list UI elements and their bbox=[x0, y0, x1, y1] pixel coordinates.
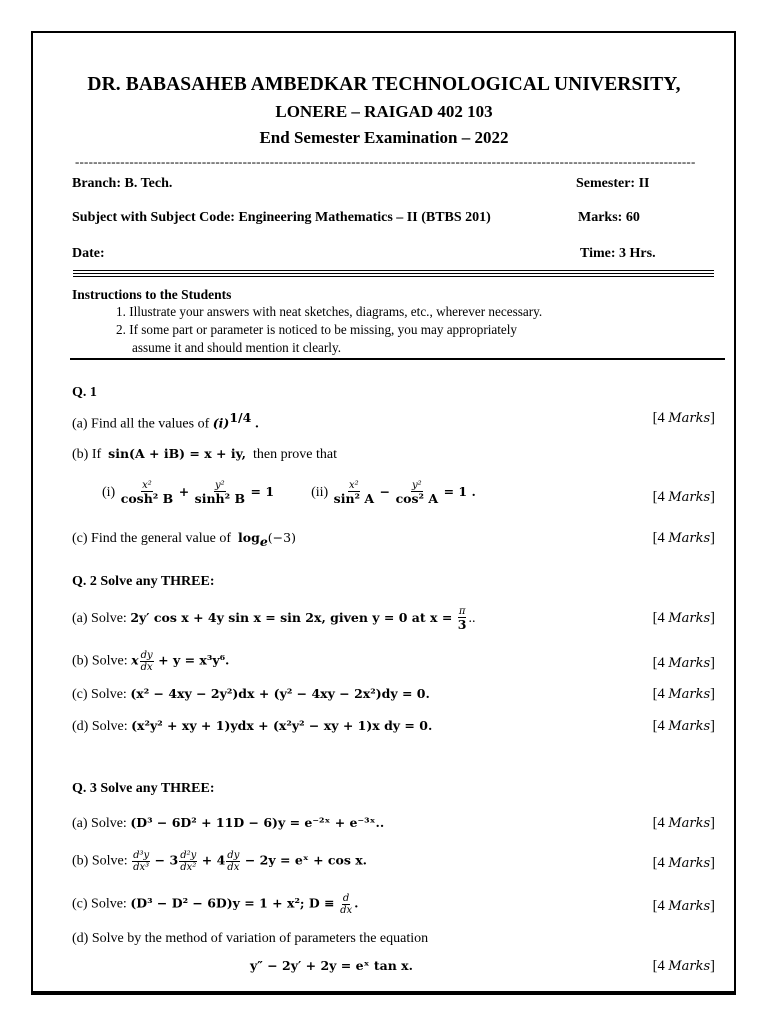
q1-b-ii-label: (ii) bbox=[311, 485, 329, 501]
q2-c bbox=[72, 686, 430, 703]
q2-a-math: 2y′ cos x + 4y sin x = sin 2x, given y = 0 at x = bbox=[130, 610, 453, 626]
q2-d-math: (x²y² + xy + 1)ydx + (x²y² − xy + 1)x dy = 0. bbox=[131, 718, 433, 733]
exam-date: Date: bbox=[72, 246, 105, 261]
q1-a-text: (a) Find all the values of bbox=[72, 416, 210, 432]
q1-b-marks: [4 Marks] bbox=[652, 489, 715, 505]
exam-time: Time: 3 Hrs. bbox=[580, 246, 656, 261]
q3-d-text: (d) Solve by the method of variation of parameters the equation bbox=[72, 931, 429, 946]
q1-c-text: (c) Find the general value of bbox=[72, 531, 231, 546]
q3-d bbox=[250, 958, 413, 975]
q1-a: (a) Find all the values of $(i)^{1/4}$ . bbox=[72, 410, 260, 432]
q1-b-math: sin(A + iB) = x + iy, bbox=[108, 446, 247, 461]
instruction-1: 1. Illustrate your answers with neat sketches, diagrams, etc., wherever necessary. bbox=[116, 304, 543, 319]
q1-c-math: log bbox=[238, 530, 260, 545]
q1-c-marks: [4 Marks] bbox=[652, 530, 715, 546]
q1-a-exp: 1/4 bbox=[229, 410, 252, 425]
q1-title: Q. 1 bbox=[72, 385, 97, 400]
q2-c-marks: [4 Marks] bbox=[652, 686, 715, 702]
q2-b-math: + y = x³y⁶. bbox=[158, 652, 230, 668]
q1-a-math: (i) bbox=[212, 415, 230, 431]
q3-a-label: (a) Solve: bbox=[72, 816, 127, 831]
dashed-separator: ----------------------------------------------------------------------------------------------------------------------------------------- bbox=[75, 154, 696, 169]
q3-c: (c) Solve: (D³ − D² − 6D)y = 1 + x²; D ≡ $\frac{d}{dx}$ . bbox=[72, 893, 359, 916]
q3-c-math: (D³ − D² − 6D)y = 1 + x²; D ≡ bbox=[130, 895, 335, 911]
q3-b-math: − 2y = eˣ + cos x. bbox=[244, 852, 368, 868]
q3-c-label: (c) Solve: bbox=[72, 896, 127, 912]
exam-title: End Semester Examination – 2022 bbox=[259, 128, 509, 147]
q1-b bbox=[72, 446, 337, 463]
q3-title: Q. 3 Solve any THREE: bbox=[72, 781, 215, 796]
q3-b-label: (b) Solve: bbox=[72, 853, 128, 869]
q2-d-label: (d) Solve: bbox=[72, 719, 128, 734]
university-name: DR. BABASAHEB AMBEDKAR TECHNOLOGICAL UNIVERSITY, bbox=[87, 74, 681, 95]
q2-d bbox=[72, 718, 432, 735]
q1-b-prefix: (b) If bbox=[72, 447, 102, 462]
q1-c-arg: (−3) bbox=[267, 530, 296, 545]
q3-a-marks: [4 Marks] bbox=[652, 815, 715, 831]
q1-c bbox=[72, 530, 296, 549]
subject: Subject with Subject Code: Engineering Mathematics – II (BTBS 201) bbox=[72, 210, 491, 225]
q2-c-math: (x² − 4xy − 2y²)dx + (y² − 4xy − 2x²)dy = 0. bbox=[130, 686, 430, 701]
q1-b-suffix: then prove that bbox=[253, 447, 338, 462]
q2-a-marks: [4 Marks] bbox=[652, 610, 715, 626]
q2-b-marks: [4 Marks] bbox=[652, 655, 715, 671]
instructions-rule bbox=[70, 358, 725, 360]
q1-a-marks: [4 Marks] bbox=[652, 410, 715, 426]
total-marks: Marks: 60 bbox=[578, 210, 640, 225]
double-rule-top bbox=[73, 270, 714, 271]
q1-b-parts: (i) $\frac{\text{x²}}{\text{cosh² B}}$ + $\frac{\text{y²}}{\text{sinh² B}}$ = 1 (ii) $\frac{\text{x²}}{\text{sin² A}}$ − $\frac{\text{y²}}{\text{cos² A}}$ = 1 . bbox=[102, 480, 476, 506]
q2-b-label: (b) Solve: bbox=[72, 653, 128, 669]
q2-b: (b) Solve: x $\frac{dy}{dx}$ + y = x³y⁶. bbox=[72, 650, 230, 673]
q3-d-marks: [4 Marks] bbox=[652, 958, 715, 974]
semester: Semester: II bbox=[576, 176, 650, 191]
q1-b-i-label: (i) bbox=[102, 485, 116, 501]
q2-a: (a) Solve: 2y′ cos x + 4y sin x = sin 2x, given y = 0 at x = $\frac{\pi}{3}$ .. bbox=[72, 606, 476, 632]
q2-a-label: (a) Solve: bbox=[72, 611, 127, 627]
q2-c-label: (c) Solve: bbox=[72, 687, 127, 702]
q3-d-math: y″ − 2y′ + 2y = eˣ tan x. bbox=[250, 958, 413, 973]
instruction-2: 2. If some part or parameter is noticed to be missing, you may appropriately bbox=[116, 322, 518, 337]
q1-c-sub: e bbox=[259, 533, 268, 549]
instruction-2-cont: assume it and should mention it clearly. bbox=[132, 340, 342, 355]
instructions-heading: Instructions to the Students bbox=[72, 287, 232, 302]
q3-b-marks: [4 Marks] bbox=[652, 855, 715, 871]
q3-a-math: (D³ − 6D² + 11D − 6)y = e⁻²ˣ + e⁻³ˣ.. bbox=[130, 815, 385, 830]
university-location: LONERE – RAIGAD 402 103 bbox=[275, 102, 493, 121]
branch: Branch: B. Tech. bbox=[72, 176, 173, 191]
q3-c-marks: [4 Marks] bbox=[652, 898, 715, 914]
q2-d-marks: [4 Marks] bbox=[652, 718, 715, 734]
q3-a bbox=[72, 815, 384, 832]
q3-b: (b) Solve: $\frac{\text{d³y}}{\text{dx³}}$ − 3 $\frac{\text{d²y}}{\text{dx²}}$ + 4 $\frac{dy}{dx}$ − 2y = eˣ + cos x. bbox=[72, 850, 368, 873]
q2-title: Q. 2 Solve any THREE: bbox=[72, 574, 215, 589]
double-rule-bottom bbox=[73, 273, 714, 274]
double-rule-third bbox=[73, 276, 714, 277]
